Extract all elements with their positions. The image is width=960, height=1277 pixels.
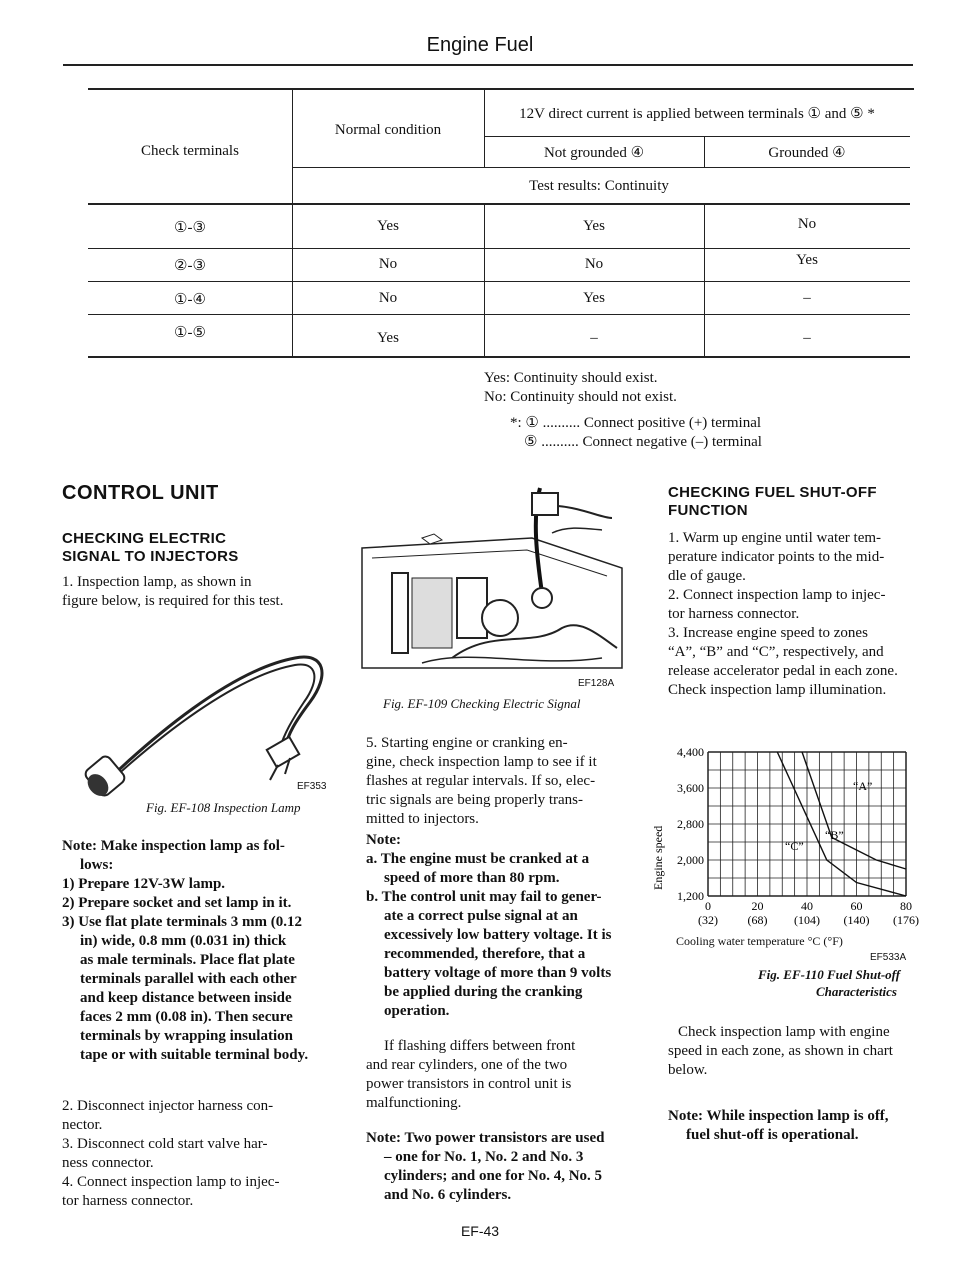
paragraph-line: If flashing differs between front	[384, 1038, 576, 1054]
chart-x-ticks	[698, 899, 919, 927]
note-line: speed of more than 80 rpm.	[384, 870, 560, 886]
step-line: 3. Disconnect cold start valve har-	[62, 1136, 268, 1152]
paragraph-line: gine, check inspection lamp to see if it	[366, 754, 597, 770]
note-line: a. The engine must be cranked at a	[366, 851, 590, 867]
note-line: in) wide, 0.8 mm (0.031 in) thick	[80, 933, 287, 949]
inspection-lamp-illustration	[80, 630, 340, 805]
figure-code: EF533A	[870, 952, 907, 963]
step-line: release accelerator pedal in each zone.	[668, 663, 898, 679]
x-tick-label-f: (32)	[698, 913, 718, 927]
legend-star-5: ⑤ .......... Connect negative (–) terminal	[524, 434, 762, 450]
row-normal: No	[378, 290, 398, 306]
table-rule	[88, 356, 910, 358]
paragraph-line: and rear cylinders, one of the two	[366, 1057, 568, 1073]
figure-caption: Characteristics	[816, 984, 897, 999]
paragraph-line: 1. Inspection lamp, as shown in	[62, 574, 252, 590]
note-line: cylinders; and one for No. 4, No. 5	[384, 1168, 603, 1184]
note-line: operation.	[384, 1003, 450, 1019]
paragraph-line: tric signals are being properly trans-	[366, 792, 584, 808]
row-terminals: ①-③	[174, 220, 206, 236]
step-line: tor harness connector.	[62, 1193, 194, 1209]
note-line: terminals parallel with each other	[80, 971, 297, 987]
paragraph-line: Check inspection lamp with engine	[678, 1024, 890, 1040]
series-line-2	[802, 752, 906, 869]
note-line: and No. 6 cylinders.	[384, 1187, 512, 1203]
row-grounded: –	[803, 330, 811, 346]
step-line: “A”, “B” and “C”, respectively, and	[668, 644, 884, 660]
subheading-line: SIGNAL TO INJECTORS	[62, 548, 239, 565]
step-line: tor harness connector.	[668, 606, 800, 622]
x-tick-label-f: (68)	[747, 913, 768, 927]
section-heading: CHECKING FUEL SHUT-OFF	[668, 484, 877, 501]
figure-caption: Fig. EF-109 Checking Electric Signal	[383, 696, 581, 711]
row-normal: No	[378, 256, 398, 272]
step-line: Check inspection lamp illumination.	[668, 682, 887, 698]
x-tick-label-f: (140)	[843, 913, 870, 927]
note-line: 1) Prepare 12V-3W lamp.	[62, 876, 226, 892]
note-line: b. The control unit may fail to gener-	[366, 889, 602, 905]
row-terminals: ①-⑤	[174, 325, 206, 341]
paragraph-line: flashes at regular intervals. If so, elec-	[366, 773, 596, 789]
row-terminals: ①-④	[174, 292, 206, 308]
note-line: Note: While inspection lamp is off,	[668, 1108, 889, 1124]
y-tick-label: 4,400	[677, 745, 704, 759]
header-normal-condition: Normal condition	[334, 122, 442, 138]
chart-y-label: Engine speed	[651, 825, 665, 890]
paragraph-line: speed in each zone, as shown in chart	[668, 1043, 893, 1059]
step-line: 1. Warm up engine until water tem-	[668, 530, 882, 546]
note-line: 3) Use flat plate terminals 3 mm (0.12	[62, 914, 302, 930]
note-line: excessively low battery voltage. It is	[384, 927, 612, 943]
section-heading: FUNCTION	[668, 502, 748, 519]
note-line: ate a correct pulse signal at an	[384, 908, 578, 924]
note-line: fuel shut-off is operational.	[686, 1127, 859, 1143]
paragraph-line: malfunctioning.	[366, 1095, 462, 1111]
y-tick-label: 3,600	[677, 781, 704, 795]
note-line: tape or with suitable terminal body.	[80, 1047, 309, 1063]
x-tick-label: 60	[850, 899, 863, 913]
row-grounded: Yes	[796, 252, 818, 268]
figure-code: EF128A	[578, 678, 615, 689]
paragraph-line: below.	[668, 1062, 708, 1078]
zone-c-label: “C”	[785, 839, 804, 853]
note-line: Note: Two power transistors are used	[366, 1130, 605, 1146]
note-line: recommended, therefore, that a	[384, 946, 586, 962]
row-not-grounded: Yes	[583, 218, 605, 234]
paragraph-line: power transistors in control unit is	[366, 1076, 572, 1092]
paragraph-line: figure below, is required for this test.	[62, 593, 284, 609]
row-not-grounded: No	[584, 256, 604, 272]
note-line: faces 2 mm (0.08 in). Then secure	[80, 1009, 293, 1025]
page-number: EF-43	[460, 1223, 500, 1239]
y-tick-label: 1,200	[677, 889, 704, 903]
x-tick-label: 20	[751, 899, 764, 913]
x-tick-label: 40	[801, 899, 813, 913]
figure-code: EF353	[297, 781, 327, 792]
figure-caption: Fig. EF-108 Inspection Lamp	[146, 800, 301, 815]
chart-y-ticks	[677, 745, 704, 903]
subheading-line: CHECKING ELECTRIC	[62, 530, 227, 547]
table-rule	[88, 88, 914, 90]
header-check-terminals: Check terminals	[141, 143, 239, 159]
table-rule	[88, 248, 910, 249]
zone-a-label: “A”	[853, 779, 873, 793]
table-rule	[88, 314, 910, 315]
engine-photo-illustration	[352, 478, 628, 688]
step-line: perature indicator points to the mid-	[668, 549, 885, 565]
section-heading-control-unit: CONTROL UNIT	[62, 482, 219, 504]
note-line: – one for No. 1, No. 2 and No. 3	[384, 1149, 584, 1165]
step-line: 2. Disconnect injector harness con-	[62, 1098, 274, 1114]
legend-no: No: Continuity should not exist.	[484, 389, 677, 405]
chart-grid	[708, 752, 906, 896]
step-line: nector.	[62, 1117, 103, 1133]
x-tick-label: 80	[900, 899, 912, 913]
row-not-grounded: Yes	[583, 290, 605, 306]
header-grounded: Grounded ④	[768, 145, 846, 161]
x-tick-label: 0	[705, 899, 711, 913]
step-line: 2. Connect inspection lamp to injec-	[668, 587, 886, 603]
note-line: and keep distance between inside	[80, 990, 292, 1006]
table-rule	[484, 136, 910, 137]
row-grounded: –	[803, 290, 811, 306]
table-rule	[88, 203, 910, 205]
header-12v: 12V direct current is applied between terminals ① and ⑤ *	[519, 106, 875, 122]
step-line: ness connector.	[62, 1155, 154, 1171]
note-line: Note: Make inspection lamp as fol-	[62, 838, 285, 854]
row-terminals: ②-③	[174, 258, 206, 274]
row-not-grounded: –	[590, 330, 598, 346]
note-line: 2) Prepare socket and set lamp in it.	[62, 895, 292, 911]
paragraph-line: mitted to injectors.	[366, 811, 479, 827]
figure-caption: Fig. EF-110 Fuel Shut-off	[758, 967, 901, 982]
note-line: battery voltage of more than 9 volts	[384, 965, 612, 981]
zone-b-label: “B”	[825, 828, 844, 842]
table-rule	[88, 281, 910, 282]
fuel-shutoff-chart	[640, 740, 930, 930]
table-rule	[292, 167, 910, 168]
y-tick-label: 2,000	[677, 853, 704, 867]
chart-x-label: Cooling water temperature °C (°F)	[676, 934, 843, 948]
x-tick-label-f: (176)	[893, 913, 919, 927]
row-grounded: No	[797, 216, 817, 232]
note-line: be applied during the cranking	[384, 984, 583, 1000]
header-not-grounded: Not grounded ④	[543, 145, 645, 161]
header-rule	[63, 64, 913, 66]
step-line: 3. Increase engine speed to zones	[668, 625, 868, 641]
step-line: 4. Connect inspection lamp to injec-	[62, 1174, 280, 1190]
page-header-title: Engine Fuel	[426, 34, 534, 56]
legend-star-1: *: ① .......... Connect positive (+) terminal	[510, 415, 762, 431]
row-normal: Yes	[377, 330, 399, 346]
row-normal: Yes	[377, 218, 399, 234]
paragraph-line: 5. Starting engine or cranking en-	[366, 735, 568, 751]
note-line: Note:	[366, 832, 401, 848]
legend-yes: Yes: Continuity should exist.	[484, 370, 658, 386]
note-line: terminals by wrapping insulation	[80, 1028, 293, 1044]
x-tick-label-f: (104)	[794, 913, 820, 927]
note-line: as male terminals. Place flat plate	[80, 952, 295, 968]
note-line: lows:	[80, 857, 114, 873]
y-tick-label: 2,800	[677, 817, 704, 831]
step-line: dle of gauge.	[668, 568, 746, 584]
header-test-results: Test results: Continuity	[529, 178, 669, 194]
